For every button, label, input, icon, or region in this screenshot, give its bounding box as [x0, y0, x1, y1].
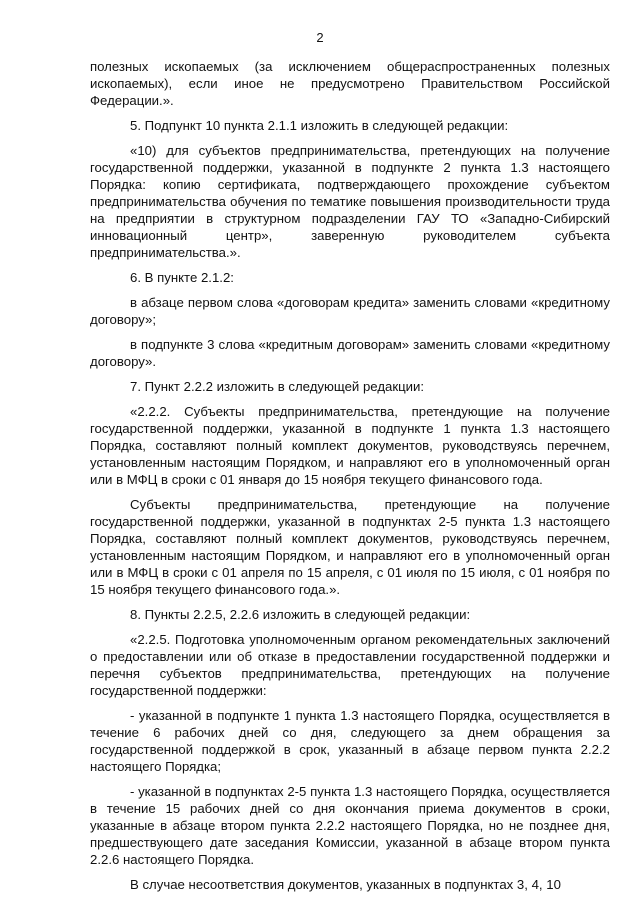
paragraph-2-2-5: «2.2.5. Подготовка уполномоченным органом рекомендательных заключений о предоставлении или об отказе в предоставлении государственной поддержки и перечня субъектов предпринимательства, претендующих на получение государственной поддержки:	[90, 632, 610, 698]
paragraph-bullet-2: - указанной в подпунктах 2-5 пункта 1.3 настоящего Порядка, осуществляется в течение 15 рабочих дней со дня окончания приема документов в сроки, указанные в абзаце втором пункта 2.2.2 настоящего Порядка, но не позднее дня, предшествующего дате заседания Комиссии, указанной в абзаце втором пункта 2.2.6 настоящего Порядка.	[90, 784, 610, 867]
paragraph-amend-first: в абзаце первом слова «договорам кредита» заменить словами «кредитному договору»;	[90, 295, 610, 327]
paragraph-item-7: 7. Пункт 2.2.2 изложить в следующей редакции:	[130, 379, 425, 394]
paragraph-item-8: 8. Пункты 2.2.5, 2.2.6 изложить в следующей редакции:	[130, 607, 471, 622]
paragraph-item-5: 5. Подпункт 10 пункта 2.1.1 изложить в следующей редакции:	[130, 118, 509, 133]
paragraph-subpoint-10: «10) для субъектов предпринимательства, претендующих на получение государственной поддержки, указанной в подпункте 2 пункта 1.3 настоящего Порядка: копию сертификата, подтверждающего прохождение субъектом предпринимательства обучения по тематике повышения производительности труда на предприятии в структурном подразделении ГАУ ТО «Западно-Сибирский инновационный центр», заверенную руководителем субъекта предпринимательства.».	[90, 143, 610, 260]
page-number: 2	[316, 30, 324, 45]
paragraph-bullet-1: - указанной в подпункте 1 пункта 1.3 настоящего Порядка, осуществляется в течение 6 рабочих дней со дня, следующего за днем обращения за государственной поддержкой в срок, указанный в абзаце первом пункта 2.2.2 настоящего Порядка;	[90, 708, 610, 774]
paragraph-2-2-2: «2.2.2. Субъекты предпринимательства, претендующие на получение государственной поддержки, указанной в подпункте 1 пункта 1.3 настоящего Порядка, составляют полный комплект документов, руководствуясь перечнем, установленным настоящим Порядком, и направляют его в уполномоченный орган или в МФЦ в сроки с 01 января до 15 ноября текущего финансового года.	[90, 404, 610, 487]
paragraph-continuation: полезных ископаемых (за исключением общераспространенных полезных ископаемых), если иное не предусмотрено Правительством Российской Федерации.».	[90, 59, 610, 108]
paragraph-amend-second: в подпункте 3 слова «кредитным договорам» заменить словами «кредитному договору».	[90, 337, 610, 369]
document-body	[90, 58, 610, 901]
paragraph-item-6: 6. В пункте 2.1.2:	[130, 270, 234, 285]
paragraph-mismatch: В случае несоответствия документов, указанных в подпунктах 3, 4, 10	[130, 877, 561, 892]
paragraph-2-2-2-second: Субъекты предпринимательства, претендующие на получение государственной поддержки, указанной в подпунктах 2-5 пункта 1.3 настоящего Порядка, составляют полный комплект документов, руководствуясь перечнем, установленным настоящим Порядком, и направляют его в уполномоченный орган или в МФЦ в сроки с 01 апреля по 15 апреля, с 01 июля по 15 июля, с 01 ноября по 15 ноября текущего финансового года.».	[90, 497, 610, 597]
